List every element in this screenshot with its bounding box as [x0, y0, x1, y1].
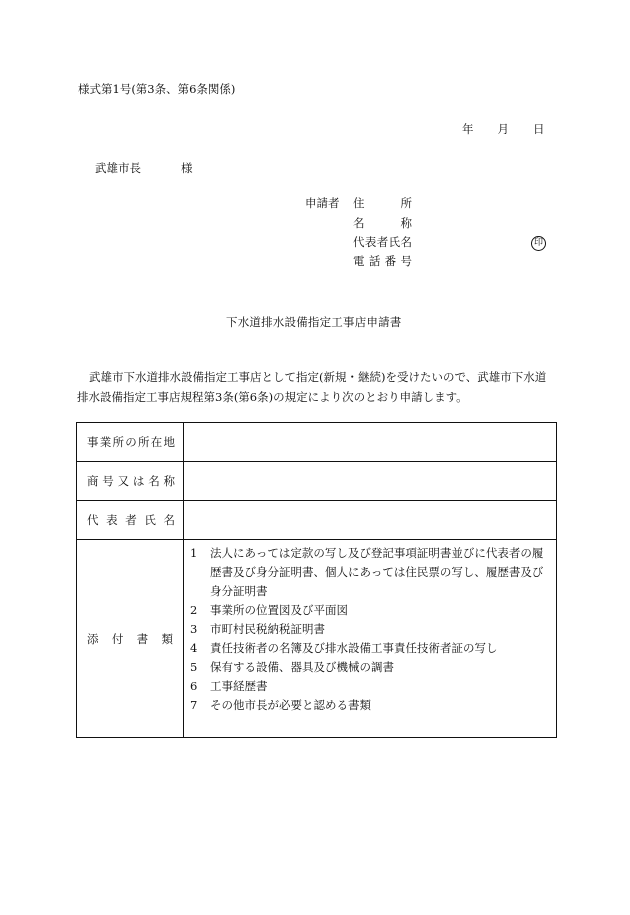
date-year-label: 年 — [462, 122, 474, 136]
label-trade-name: 商号又は名称 — [77, 462, 184, 501]
application-table — [76, 422, 557, 738]
list-item — [190, 639, 550, 658]
document-title: 下水道排水設備指定工事店申請書 — [226, 315, 402, 329]
table-row — [77, 462, 557, 501]
label-representative-name: 代表者氏名 — [77, 501, 184, 540]
list-item — [190, 696, 550, 715]
item-number: 5 — [190, 660, 198, 674]
applicant-name-label — [353, 218, 412, 230]
item-number: 7 — [190, 698, 198, 712]
label-char: 所 — [400, 196, 412, 210]
item-number: 6 — [190, 679, 198, 693]
label-attachments: 添付書類 — [77, 540, 184, 738]
label-char: 代 — [353, 235, 365, 249]
label-char: 称 — [400, 216, 412, 230]
item-number: 4 — [190, 641, 198, 655]
addressee — [95, 163, 193, 175]
applicant-label: 申請者 — [305, 196, 340, 210]
date-line — [462, 124, 545, 136]
field-trade-name[interactable] — [184, 462, 557, 501]
table-row — [77, 423, 557, 462]
label-office-location: 事業所の所在地 — [77, 423, 184, 462]
list-item — [190, 677, 550, 696]
table-row — [77, 540, 557, 738]
label-char: 名 — [353, 216, 365, 230]
label-char: 住 — [353, 196, 365, 210]
table-row — [77, 501, 557, 540]
label-char: 話 — [368, 254, 381, 268]
item-text: 事業所の位置図及び平面図 — [210, 603, 348, 617]
label-char: 氏 — [388, 235, 401, 249]
applicant-representative-label — [353, 237, 412, 249]
intro-paragraph: 武雄市下水道排水設備指定工事店として指定(新規・継続)を受けたいので、武雄市下水道排水設備指定工事店規程第3条(第6条)の規定により次のとおり申請します。 — [77, 370, 547, 404]
item-text: 保有する設備、器具及び機械の調書 — [210, 660, 394, 674]
label-char: 者 — [376, 235, 389, 249]
item-number: 1 — [190, 546, 198, 560]
addressee-name: 武雄市長 — [95, 161, 141, 175]
item-number: 3 — [190, 622, 198, 636]
date-month-label: 月 — [497, 122, 509, 136]
list-item — [190, 601, 550, 620]
list-item — [190, 620, 550, 639]
item-number: 2 — [190, 603, 198, 617]
item-text: その他市長が必要と認める書類 — [210, 698, 371, 712]
field-representative-name[interactable] — [184, 501, 557, 540]
seal-mark: 印 — [531, 236, 546, 251]
date-day-label: 日 — [533, 122, 545, 136]
applicant-address-label — [353, 198, 412, 210]
list-item — [190, 544, 550, 601]
item-text: 市町村民税納税証明書 — [210, 622, 325, 636]
item-text: 責任技術者の名簿及び排水設備工事責任技術者証の写し — [210, 641, 498, 655]
label-char: 電 — [353, 254, 365, 268]
attachments-list — [184, 540, 557, 738]
form-number: 様式第1号(第3条、第6条関係) — [78, 82, 236, 96]
field-office-location[interactable] — [184, 423, 557, 462]
list-item — [190, 658, 550, 677]
label-char: 号 — [400, 254, 412, 268]
label-char: 番 — [384, 254, 397, 268]
applicant-phone-label — [353, 256, 412, 268]
label-char: 表 — [364, 235, 377, 249]
addressee-honorific: 様 — [181, 161, 193, 175]
item-text: 法人にあっては定款の写し及び登記事項証明書並びに代表者の履歴書及び身分証明書、個人にあっては住民票の写し、履歴書及び身分証明書 — [210, 546, 544, 598]
label-char: 名 — [400, 235, 412, 249]
item-text: 工事経歴書 — [210, 679, 268, 693]
